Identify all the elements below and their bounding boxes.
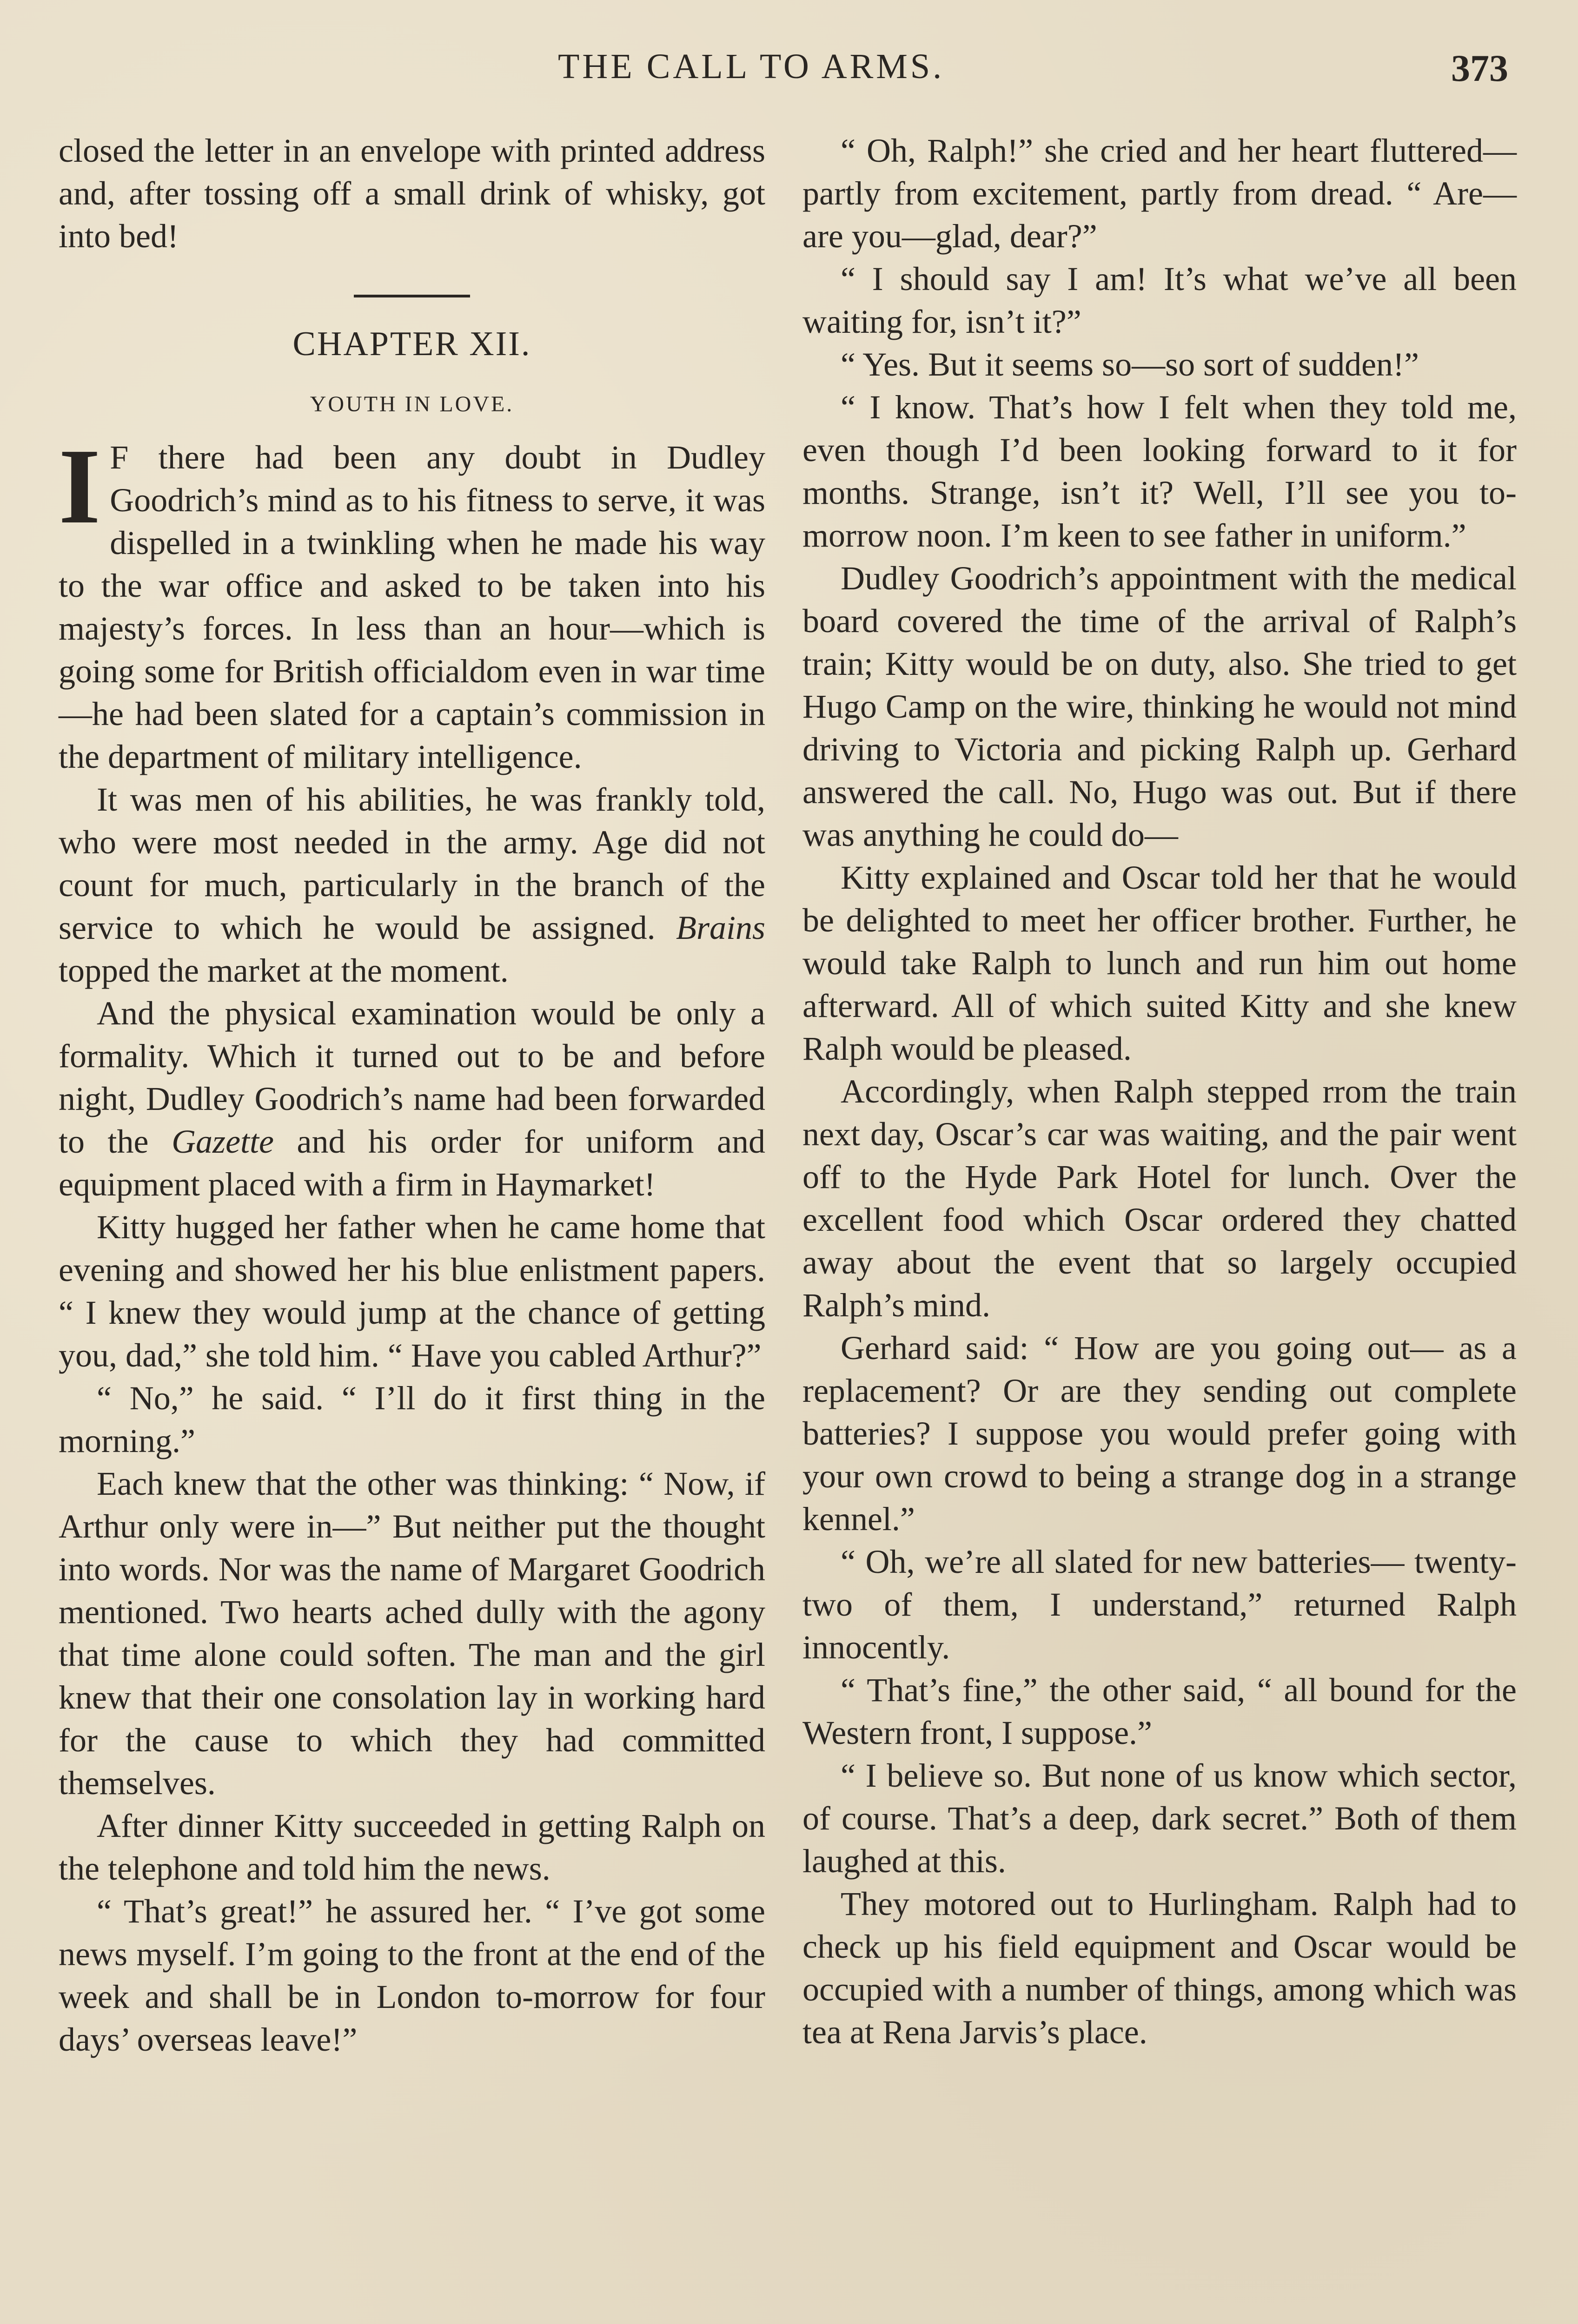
paragraph: “ Oh, Ralph!” she cried and her heart fluttered—partly from excitement, partly from dread. “ Are—are you—glad, dear?” xyxy=(802,132,1517,255)
paragraph-text: topped the market at the moment. xyxy=(59,952,509,989)
left-column xyxy=(59,129,765,2061)
paragraph: “ Oh, we’re all slated for new batteries— twenty-two of them, I understand,” returned Ralph innocently. xyxy=(802,1543,1517,1666)
paragraph: “ I know. That’s how I felt when they told me, even though I’d been looking forward to it for months. Strange, isn’t it? Well, I’ll see you to-morrow noon. I’m keen to see father in uniform.” xyxy=(802,389,1517,554)
opening-paragraph xyxy=(59,427,765,778)
paragraph: Kitty hugged her father when he came home that evening and showed her his blue enlistment papers. “ I knew they would jump at the chance of getting you, dad,” she told him. “ Have you cabled Arthur?” xyxy=(59,1208,765,1374)
paragraph: After dinner Kitty succeeded in getting Ralph on the telephone and told him the news. xyxy=(59,1807,765,1887)
paragraph xyxy=(59,992,765,1206)
paragraph: “ That’s great!” he assured her. “ I’ve got some news myself. I’m going to the front at the end of the week and shall be in London to-morrow for four days’ overseas leave!” xyxy=(59,1893,765,2058)
paragraph: Gerhard said: “ How are you going out— as a replacement? Or are they sending out complete batteries? I suppose you would prefer going with your own crowd to being a strange dog in a strange kennel.” xyxy=(802,1329,1517,1538)
paragraph: Each knew that the other was thinking: “ Now, if Arthur only were in—” But neither put the thought into words. Nor was the name of Margaret Goodrich mentioned. Two hearts ached dully with the agony that time alone could soften. The man and the girl knew that their one consolation lay in working hard for the cause to which they had committed themselves. xyxy=(59,1465,765,1802)
paragraph: “ Yes. But it seems so—so sort of sudden!” xyxy=(841,346,1419,383)
paragraph-text: and his order for uniform and equipment placed with a firm in Haymarket! xyxy=(59,1123,766,1203)
paragraph: Dudley Goodrich’s appointment with the medical board covered the time of the arrival of Ralph’s train; Kitty would be on duty, also. She tried to get Hugo Camp on the wire, thinking he would not mind driving to Victoria and picking Ralph up. Gerhard answered the call. No, Hugo was out. But if there was anything he could do— xyxy=(802,560,1517,853)
paragraph-text: It was men of his abilities, he was frankly told, who were most needed in the army. Age did not count for much, particularly in the branch of the service to which he would be assigned. xyxy=(59,781,765,946)
paragraph: “ I believe so. But none of us know which sector, of course. That’s a deep, dark secret.” Both of them laughed at this. xyxy=(802,1757,1517,1880)
chapter-subtitle: YOUTH IN LOVE. xyxy=(310,392,514,416)
running-title: THE CALL TO ARMS. xyxy=(558,47,945,86)
paragraph: closed the letter in an envelope with printed address and, after tossing off a small drink of whisky, got into bed! xyxy=(59,132,765,255)
paragraph: They motored out to Hurlingham. Ralph had to check up his field equipment and Oscar would be occupied with a number of things, among which was tea at Rena Jarvis’s place. xyxy=(802,1885,1517,2051)
italic-text: Gazette xyxy=(172,1123,274,1160)
page-number: 373 xyxy=(1451,47,1508,89)
italic-text: Brains xyxy=(676,909,766,946)
chapter-title: CHAPTER XII. xyxy=(292,325,531,363)
paragraph: “ That’s fine,” the other said, “ all bound for the Western front, I suppose.” xyxy=(802,1671,1517,1751)
drop-cap: I xyxy=(59,427,101,546)
paragraph: “ I should say I am! It’s what we’ve all been waiting for, isn’t it?” xyxy=(802,260,1517,340)
paragraph xyxy=(59,778,765,992)
paragraph: Accordingly, when Ralph stepped rrom the train next day, Oscar’s car was waiting, and the pair went off to the Hyde Park Hotel for lunch. Over the excellent food which Oscar ordered they chatted away about the event that so largely occupied Ralph’s mind. xyxy=(802,1073,1517,1324)
chapter-divider xyxy=(354,295,470,297)
paragraph: Kitty explained and Oscar told her that he would be delighted to meet her officer brother. Further, he would take Ralph to lunch and run him out home afterward. All of which suited Kitty and she knew Ralph would be pleased. xyxy=(802,859,1517,1067)
paragraph-text: And the physical examination would be only a formality. Which it turned out to be and before night, Dudley Goodrich’s name had been forwarded to the xyxy=(59,995,765,1160)
paragraph: “ No,” he said. “ I’ll do it first thing in the morning.” xyxy=(59,1380,765,1459)
paragraph-text: F there had been any doubt in Dudley Goodrich’s mind as to his fitness to serve, it was dispelled in a twinkling when he made his way to the war office and asked to be taken into his majesty’s forces. In less than an hour—which is going some for British officialdom even in war time—he had been slated for a captain’s commission in the department of military intelligence. xyxy=(59,439,765,775)
right-column xyxy=(802,129,1517,2053)
